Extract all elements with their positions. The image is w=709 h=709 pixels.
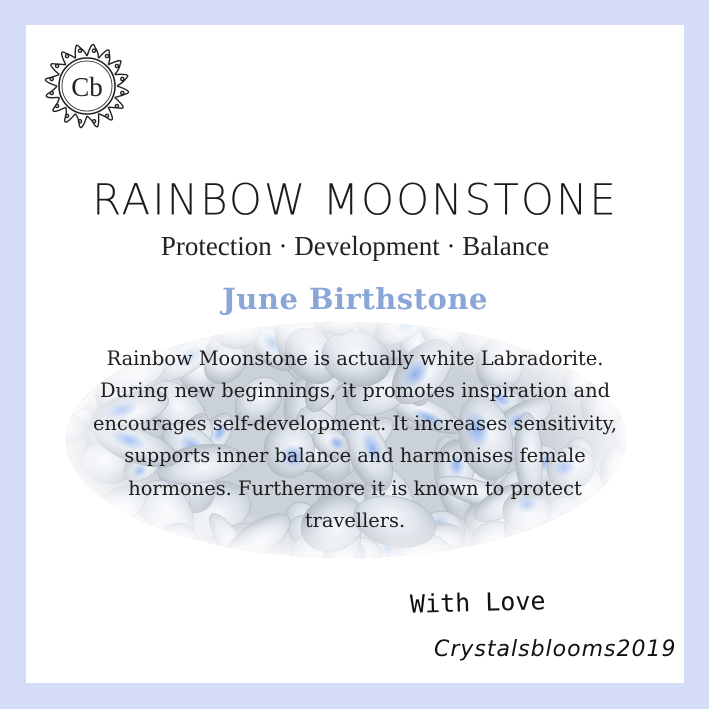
description-line: supports inner balance and harmonises female [124, 444, 586, 468]
logo-text: Cb [71, 72, 103, 102]
signature: Crystalsblooms2019 [434, 637, 677, 662]
info-card [26, 25, 684, 683]
description-line: During new beginnings, it promotes inspiration and [100, 379, 610, 403]
description [46, 343, 664, 537]
description-line: travellers. [304, 509, 406, 533]
birthstone-label: June Birthstone [222, 282, 488, 316]
description-line: Rainbow Moonstone is actually white Labradorite. [106, 347, 604, 370]
cb-sun-logo [37, 36, 137, 136]
page-title: RAINBOW MOONSTONE [92, 174, 618, 225]
subtitle: Protection · Development · Balance [160, 231, 550, 261]
closing-text: With Love [409, 586, 546, 619]
description-line: encourages self-development. It increases sensitivity, [92, 411, 618, 435]
description-line: hormones. Furthermore it is known to protect [128, 476, 582, 500]
